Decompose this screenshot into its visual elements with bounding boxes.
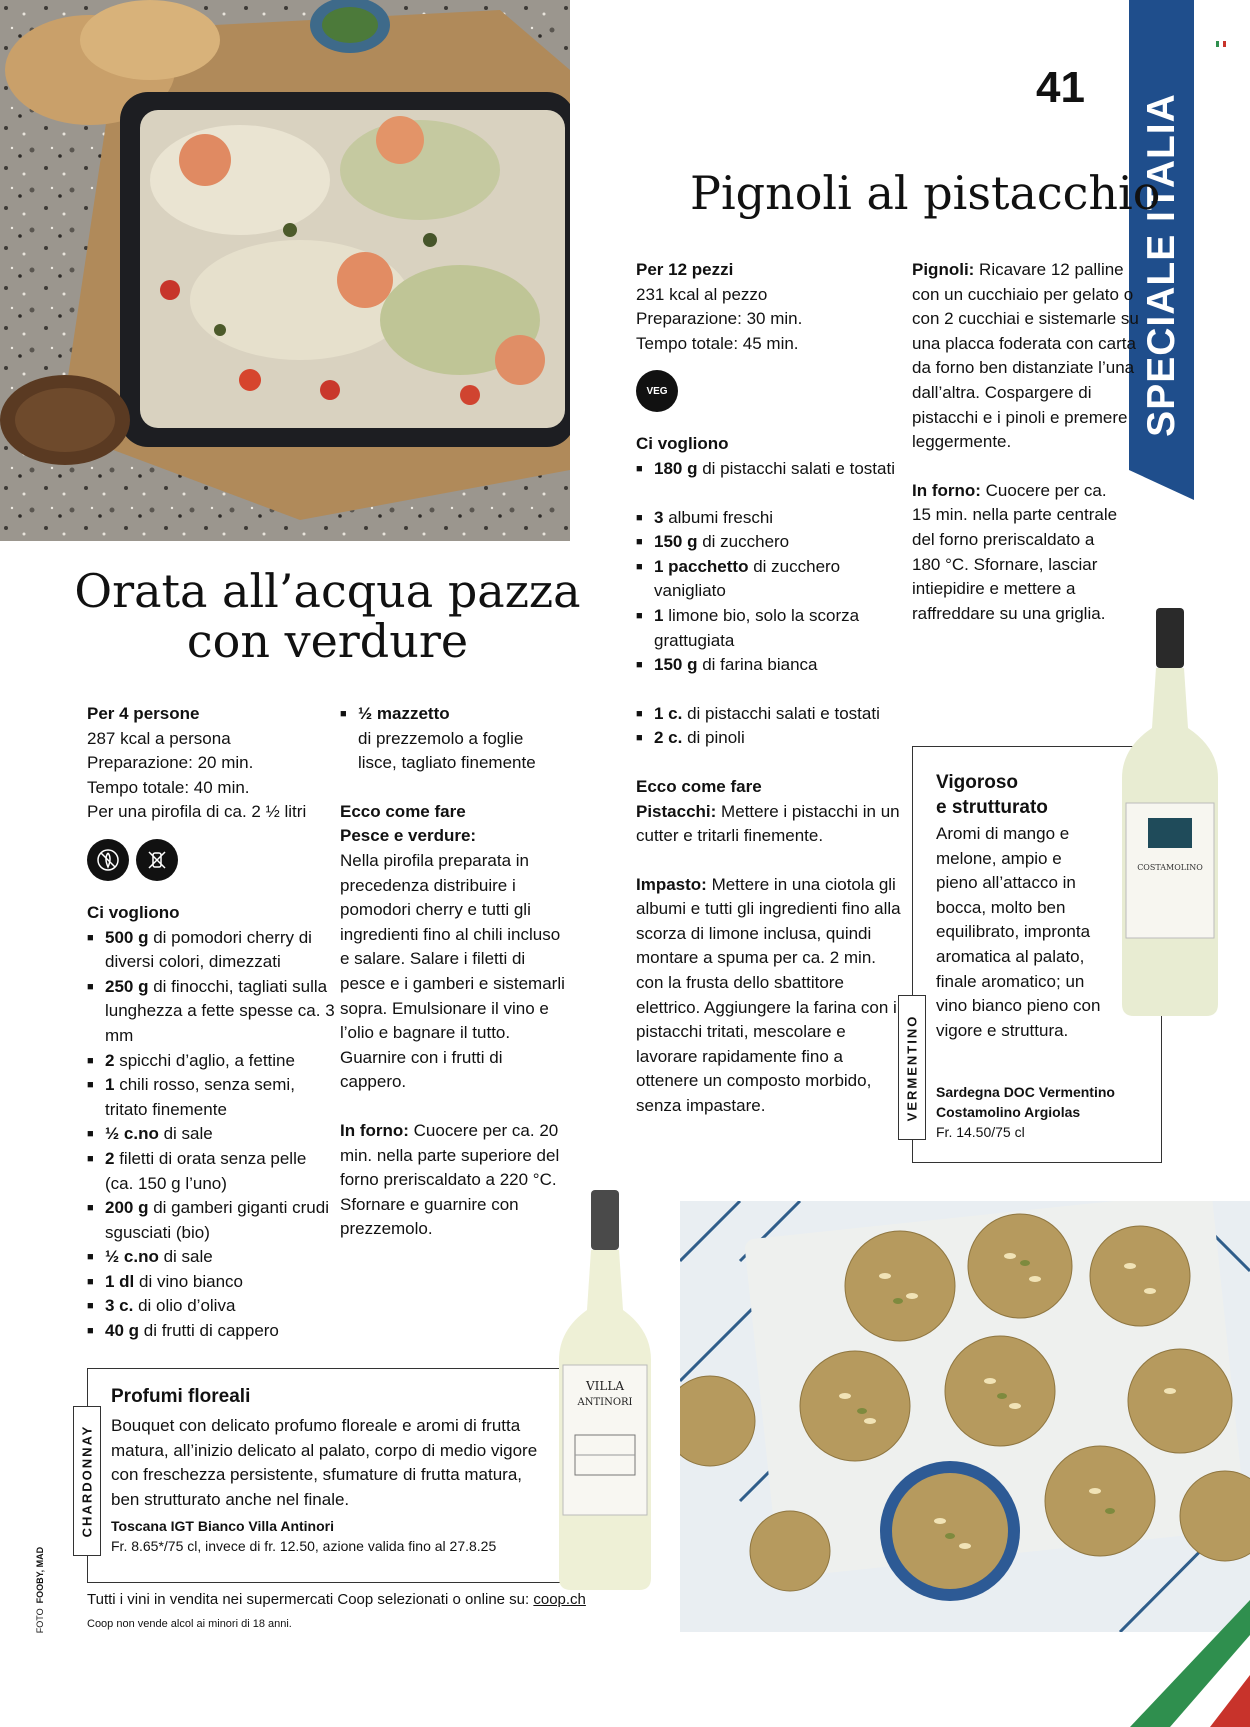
photo-credit-names: FOOBY, MAD bbox=[35, 1546, 45, 1604]
orata-step1-text: Nella pirofila preparata in precedenza distribuire i pomodori cherry e tutti gli ingredienti fino al chili incluso e salare. Salare i filetti di pesce e i gamberi e sistemarli sopra. Emulsionare il vino e l’olio e bagnare il tutto. Guarnire con i frutti di cappero. bbox=[340, 850, 565, 1092]
ingredient-quantity: 250 g bbox=[105, 976, 149, 996]
list-item bbox=[636, 457, 901, 482]
orata-ingredient-list bbox=[87, 926, 337, 1344]
footer-note-text: Tutti i vini in vendita nei supermercati Coop selezionati o online su: bbox=[87, 1591, 534, 1608]
ingredient-quantity: 2 c. bbox=[654, 728, 683, 748]
pignoli-step-forno: In forno: Cuocere per ca. 15 min. nella parte centrale del forno preriscaldato a 180 °C. Sfornare, lasciar intiepidire e mettere a raffreddare su una griglia. bbox=[912, 480, 1118, 623]
ingredient-text: di zucchero bbox=[697, 532, 790, 552]
footer-note bbox=[87, 1590, 586, 1610]
pignoli-total-time: Tempo totale: 45 min. bbox=[636, 333, 799, 353]
page-number: 41 bbox=[1036, 63, 1085, 112]
fish-dish-photo bbox=[0, 0, 570, 541]
ingredient-quantity: 500 g bbox=[105, 927, 149, 947]
fish-dish-illustration bbox=[0, 0, 570, 541]
ingredient-text: filetti di orata senza pelle (ca. 150 g l’uno) bbox=[105, 1148, 307, 1193]
ingredient-quantity: 3 c. bbox=[105, 1296, 134, 1316]
chardonnay-description: Bouquet con delicato profumo floreale e aromi di frutta matura, all’inizio delicato al palato, corpo di medio vigore con freschezza persistente, sfumature di frutta matura, ben strutturato anche nel finale. bbox=[111, 1416, 538, 1509]
gluten-free-icon bbox=[87, 839, 129, 881]
vermentino-description: Aromi di mango e melone, ampio e pieno all’attacco in bocca, molto ben equilibrato, impronta aromatica al palato, finale aromatico; un vino bianco pieno con vigore e struttura. bbox=[936, 824, 1101, 1040]
orata-step1-title: Pesce e verdure: bbox=[340, 826, 477, 846]
photo-credit bbox=[34, 1545, 46, 1635]
list-item bbox=[636, 530, 901, 555]
vermentino-bottle-label: COSTAMOLINO bbox=[1137, 863, 1203, 872]
ingredient-text: di pistacchi salati e tostati bbox=[682, 703, 880, 723]
pignoli-step-shaping: Pignoli: Ricavare 12 palline con un cucchiaio per gelato o con 2 cucchiai e sistemarle su una placca foderata con carta da forno ben distanziate l’una dall’altra. Cospargere di pistacchi e i pinoli e premere leggermente. bbox=[912, 260, 1139, 452]
orata-title-line2: con verdure bbox=[186, 614, 469, 668]
chardonnay-bottle bbox=[555, 1190, 655, 1590]
orata-ingredients-heading: Ci vogliono bbox=[87, 902, 180, 922]
list-item bbox=[87, 1122, 337, 1147]
list-item bbox=[87, 1196, 337, 1245]
vermentino-price: Fr. 14.50/75 cl bbox=[936, 1124, 1025, 1140]
vermentino-name-line2: Costamolino Argiolas bbox=[936, 1104, 1081, 1120]
cookies-photo bbox=[680, 1201, 1250, 1632]
list-item bbox=[636, 702, 901, 727]
pignoli-method-heading: Ecco come fare bbox=[636, 776, 762, 796]
pignoli-method-continued bbox=[912, 258, 1142, 626]
chardonnay-bottle-label-line1: VILLA bbox=[585, 1379, 625, 1393]
list-item bbox=[87, 1319, 337, 1344]
ingredient-quantity: 1 c. bbox=[654, 703, 683, 723]
list-item bbox=[636, 555, 901, 604]
ingredient-quantity: 1 dl bbox=[105, 1271, 135, 1291]
orata-extra-ingredient bbox=[340, 702, 565, 776]
pignoli-kcal: 231 kcal al pezzo bbox=[636, 284, 768, 304]
orata-method bbox=[340, 702, 565, 1242]
flag-mark-icon bbox=[1216, 34, 1226, 40]
orata-info bbox=[87, 702, 337, 1344]
list-item bbox=[636, 604, 901, 653]
orata-prep-time: Preparazione: 20 min. bbox=[87, 753, 254, 773]
orata-kcal: 287 kcal a persona bbox=[87, 728, 231, 748]
chardonnay-title: Profumi floreali bbox=[111, 1386, 251, 1407]
list-item bbox=[87, 1049, 337, 1074]
ingredient-quantity: 2 bbox=[105, 1050, 115, 1070]
vermentino-product bbox=[936, 1082, 1156, 1142]
ingredient-text: di finocchi, tagliati sulla lunghezza a fette spesse ca. 3 mm bbox=[105, 976, 335, 1045]
orata-step-forno: In forno: Cuocere per ca. 20 min. nella parte superiore del forno preriscaldato a 220 °C. Sfornare e guarnire con prezzemolo. bbox=[340, 1120, 560, 1239]
chardonnay-bottle-label-line2: ANTINORI bbox=[577, 1397, 633, 1408]
pignoli-info bbox=[636, 258, 901, 1119]
ingredient-quantity: 1 pacchetto bbox=[654, 556, 749, 576]
orata-method-heading: Ecco come fare bbox=[340, 801, 466, 821]
ingredient-text: di farina bianca bbox=[697, 655, 818, 675]
cookies-illustration bbox=[680, 1201, 1250, 1632]
ingredient-text: spicchi d’aglio, a fettine bbox=[114, 1050, 295, 1070]
ingredient-quantity: 150 g bbox=[654, 655, 698, 675]
ingredient-quantity: 150 g bbox=[654, 532, 698, 552]
list-item bbox=[87, 1270, 337, 1295]
chardonnay-price: Fr. 8.65*/75 cl, invece di fr. 12.50, azione valida fino al 27.8.25 bbox=[111, 1538, 497, 1555]
chardonnay-text bbox=[111, 1384, 551, 1556]
photo-credit-label: FOTO bbox=[35, 1608, 45, 1634]
pignoli-step-pistacchi: Pistacchi: Mettere i pistacchi in un cutter e tritarli finemente. bbox=[636, 801, 900, 846]
vermentino-tag-label: VERMENTINO bbox=[904, 1014, 920, 1121]
ingredient-text: di frutti di cappero bbox=[139, 1321, 279, 1341]
pignoli-serves: Per 12 pezzi bbox=[636, 260, 734, 279]
vermentino-title-line1: Vigoroso bbox=[936, 772, 1018, 793]
list-item bbox=[87, 1073, 337, 1122]
chardonnay-tag bbox=[73, 1406, 101, 1556]
ingredient-text: di zucchero vanigliato bbox=[654, 556, 841, 601]
age-note: Coop non vende alcol ai minori di 18 anni. bbox=[87, 1618, 292, 1630]
orata-title bbox=[40, 566, 615, 666]
orata-dish: Per una pirofila di ca. 2 ½ litri bbox=[87, 802, 307, 822]
list-item bbox=[636, 726, 901, 751]
ingredient-text: chili rosso, senza semi, tritato finemente bbox=[105, 1075, 295, 1119]
veg-icon: VEG bbox=[636, 370, 678, 412]
vermentino-text bbox=[936, 770, 1101, 1043]
ingredient-text: di olio d’oliva bbox=[133, 1296, 236, 1316]
pignoli-title: Pignoli al pistacchio bbox=[690, 166, 1161, 220]
ingredient-quantity: 40 g bbox=[105, 1321, 140, 1341]
ingredient-quantity: ½ c.no bbox=[105, 1247, 159, 1267]
list-item bbox=[87, 926, 337, 975]
orata-title-line1: Orata all’acqua pazza bbox=[74, 564, 581, 618]
ingredient-quantity: 1 bbox=[654, 605, 664, 625]
ingredient-text: di sale bbox=[158, 1247, 213, 1267]
chardonnay-name: Toscana IGT Bianco Villa Antinori bbox=[111, 1518, 335, 1535]
lactose-free-icon bbox=[136, 839, 178, 881]
ingredient-text: di sale bbox=[158, 1124, 213, 1144]
list-item bbox=[87, 1294, 337, 1319]
pignoli-ingredient-list bbox=[636, 457, 901, 751]
ingredient-text: di pomodori cherry di diversi colori, dimezzati bbox=[105, 927, 312, 972]
ingredient-quantity: 3 bbox=[654, 507, 664, 527]
chardonnay-tag-label: CHARDONNAY bbox=[79, 1424, 95, 1538]
list-item bbox=[636, 506, 901, 531]
ingredient-quantity: 200 g bbox=[105, 1198, 149, 1218]
list-item bbox=[87, 1245, 337, 1270]
vermentino-tag bbox=[898, 995, 926, 1140]
vermentino-bottle bbox=[1118, 608, 1222, 1016]
ingredient-text: albumi freschi bbox=[663, 507, 774, 527]
ingredient-text: di pinoli bbox=[682, 728, 745, 748]
pignoli-prep-time: Preparazione: 30 min. bbox=[636, 309, 803, 329]
ingredient-quantity: ½ c.no bbox=[105, 1124, 159, 1144]
pignoli-step-impasto: Impasto: Mettere in una ciotola gli albumi e tutti gli ingredienti fino alla scorza di limone inclusa, quindi montare a spuma per ca. 2 min. con la frusta dello sbattitore elettrico. Aggiungere la farina con i pistacchi tritati, mescolare e lavorare rapidamente fino a ottenere un composto morbido, senza impastare. bbox=[636, 874, 901, 1116]
pignoli-ingredients-heading: Ci vogliono bbox=[636, 434, 729, 454]
italian-flag-corner bbox=[1090, 1590, 1250, 1727]
ingredient-text: di gamberi giganti crudi sgusciati (bio) bbox=[105, 1198, 329, 1242]
section-tab-label: SPECIALE ITALIA bbox=[1139, 93, 1183, 437]
coop-link[interactable]: coop.ch bbox=[533, 1591, 586, 1608]
ingredient-text: di vino bianco bbox=[134, 1271, 243, 1291]
list-item bbox=[636, 653, 901, 678]
orata-badges bbox=[87, 839, 337, 881]
ingredient-quantity: 1 bbox=[105, 1075, 115, 1095]
ingredient-quantity: 180 g bbox=[654, 458, 698, 478]
ingredient-text: limone bio, solo la scorza grattugiata bbox=[654, 605, 860, 650]
orata-total-time: Tempo totale: 40 min. bbox=[87, 777, 250, 797]
list-item bbox=[87, 975, 337, 1049]
orata-serves: Per 4 persone bbox=[87, 704, 200, 723]
vermentino-title-line2: e strutturato bbox=[936, 797, 1048, 818]
ingredient-text: di pistacchi salati e tostati bbox=[697, 458, 895, 478]
list-item: ■ ½ mazzetto di prezzemolo a foglie lisce, tagliato finemente bbox=[340, 702, 565, 776]
vermentino-name-line1: Sardegna DOC Vermentino bbox=[936, 1084, 1115, 1100]
list-item bbox=[87, 1147, 337, 1196]
ingredient-quantity: 2 bbox=[105, 1148, 115, 1168]
